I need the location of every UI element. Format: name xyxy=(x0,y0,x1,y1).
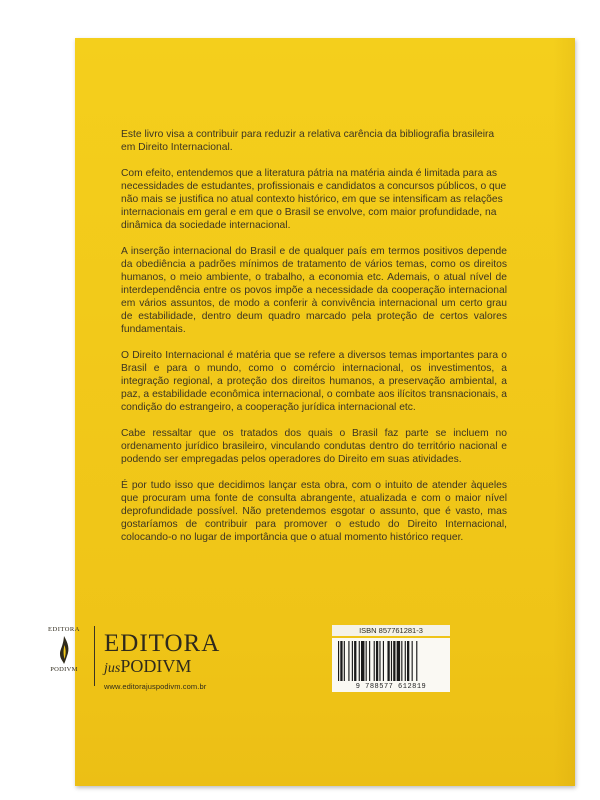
publisher-podivm: PODIVM xyxy=(120,656,192,676)
barcode-bar xyxy=(387,641,389,681)
barcode-bar xyxy=(348,641,349,681)
cover-edge-shadow xyxy=(553,38,575,786)
publisher-subname xyxy=(104,656,220,679)
isbn-label: ISBN 857761281-3 xyxy=(332,625,450,636)
barcode-bar xyxy=(340,641,342,681)
barcode-bar xyxy=(344,641,345,681)
barcode-bar xyxy=(412,641,413,681)
barcode-bar xyxy=(401,641,402,681)
barcode-bar xyxy=(407,641,409,681)
barcode-bar xyxy=(393,641,395,681)
barcode-bar xyxy=(379,641,380,681)
barcode-bar xyxy=(397,641,400,681)
barcode-bar xyxy=(369,641,370,681)
logo-top-text: EDITORA xyxy=(48,626,80,633)
paragraph-5: Cabe ressaltar que os tratados dos quais o Brasil faz parte se incluem no ordenamento jurídico brasileiro, vinculando condutas dentro do território nacional e podendo ser empregadas pelos operadores do Direito em suas atividades. xyxy=(121,428,507,465)
barcode-bar xyxy=(383,641,384,681)
barcode-bars xyxy=(338,641,444,681)
back-cover-text xyxy=(121,128,507,557)
paragraph-6: É por tudo isso que decidimos lançar esta obra, com o intuito de atender àqueles que procuram uma fonte de consulta abrangente, atualizada e com o maior nível deprofundidade possível. Não pretendemos esgotar o assunto, que é vasto, mas gostaríamos de contribuir para promover o estudo do Direito Internacional, colocando-o no lugar de importância que o atual momento histórico requer. xyxy=(121,480,507,543)
barcode-bar xyxy=(374,641,375,681)
barcode-bar xyxy=(352,641,353,681)
barcode-number: 9 788577 612819 xyxy=(355,683,427,691)
barcode xyxy=(332,638,450,692)
barcode-bar xyxy=(338,641,339,681)
barcode-bar xyxy=(359,641,360,681)
publisher-name: EDITORA xyxy=(104,630,221,657)
barcode-bar xyxy=(376,641,378,681)
paragraph-3: A inserção internacional do Brasil e de qualquer país em termos positivos depende da obediência a padrões mínimos de tratamento de vários temas, como os direitos humanos, o meio ambiente, o trabalho, a economia etc. Ademais, o atual nível de interdependência entre os povos impõe a necessidade da cooperação internacional em vários assuntos, de modo a conferir à convivência internacional um certo grau de estabilidade, dentro deum quadro marcado pela proteção de certos valores fundamentais. xyxy=(121,246,507,335)
publisher-logo xyxy=(46,626,82,686)
barcode-bar xyxy=(354,641,356,681)
paragraph-4: O Direito Internacional é matéria que se refere a diversos temas importantes para o Brasil e para o mundo, como o comércio internacional, os investimentos, a integração regional, a proteção dos direitos humanos, a preservação ambiental, a paz, a estabilidade econômica internacional, o combate aos ilícitos transnacionais, a condição do estrangeiro, a cooperação jurídica internacional etc. xyxy=(121,350,507,413)
paragraph-1: Este livro visa a contribuir para reduzir a relativa carência da bibliografia brasileira em Direito Internacional. xyxy=(121,129,495,153)
barcode-bar xyxy=(361,641,364,681)
paragraph-2: Com efeito, entendemos que a literatura pátria na matéria ainda é limitada para as necessidades de estudantes, profissionais e candidatos a concursos públicos, o que não mais se justifica no atual contexto histórico, em que se intensificam as relações internacionais em geral e em que o Brasil se envolve, com maior profundidade, na dinâmica da sociedade internacional. xyxy=(121,168,507,231)
barcode-bar xyxy=(391,641,392,681)
logo-divider xyxy=(94,626,95,686)
barcode-bar xyxy=(405,641,406,681)
flame-icon xyxy=(57,635,71,665)
logo-bottom-text: PODIVM xyxy=(50,666,78,673)
publisher-url: www.editorajuspodivm.com.br xyxy=(104,682,207,691)
barcode-bar xyxy=(416,641,417,681)
publisher-jus: jus xyxy=(104,661,121,676)
barcode-bar xyxy=(366,641,367,681)
publisher-wordmark xyxy=(104,632,220,691)
